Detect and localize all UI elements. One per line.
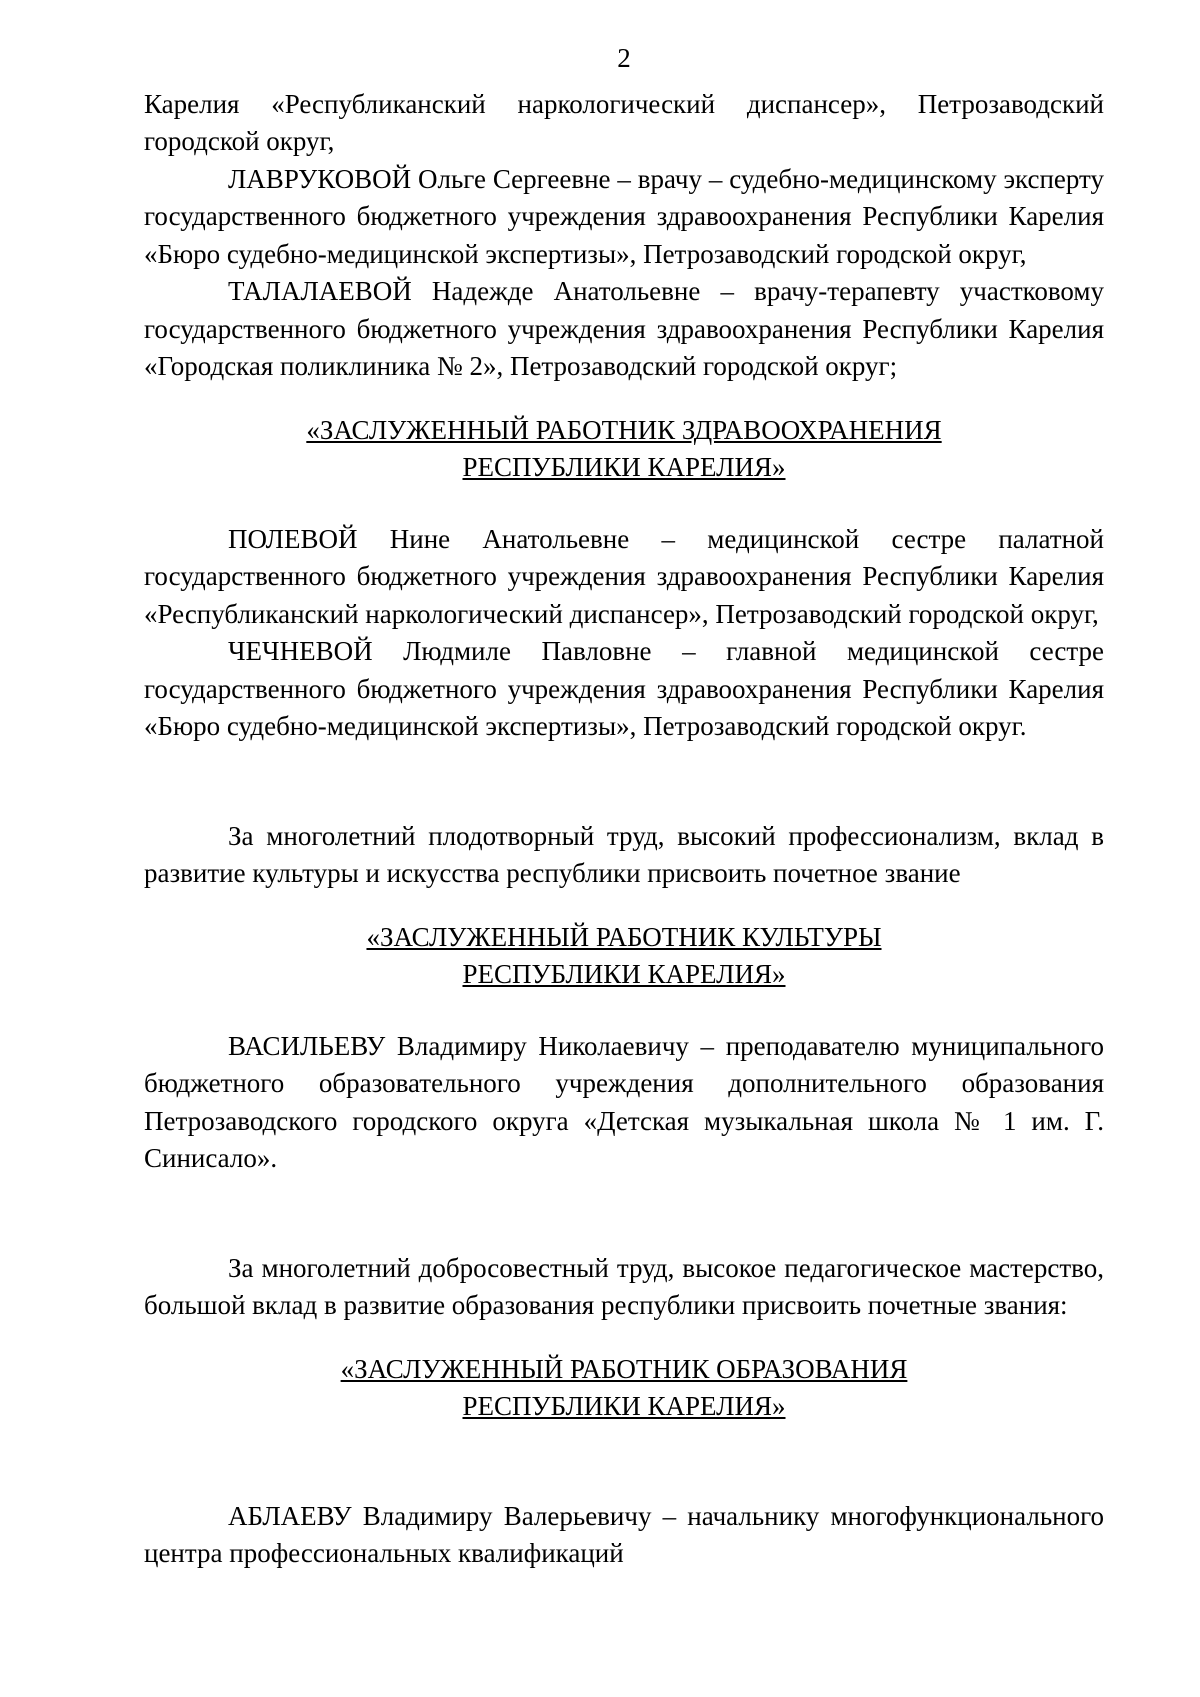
heading-culture-line1: «ЗАСЛУЖЕННЫЙ РАБОТНИК КУЛЬТУРЫ (366, 921, 882, 952)
heading-education-title (144, 1351, 1104, 1426)
heading-health-line1: «ЗАСЛУЖЕННЫЙ РАБОТНИК ЗДРАВООХРАНЕНИЯ (306, 414, 942, 445)
paragraph-vasiliev: ВАСИЛЬЕВУ Владимиру Николаевичу – преподавателю муниципального бюджетного образовательного учреждения дополнительного образования Петрозаводского городского округа «Детская музыкальная школа № 1 им. Г. Синисало». (144, 1030, 1104, 1173)
heading-education-line2: РЕСПУБЛИКИ КАРЕЛИЯ» (462, 1391, 786, 1421)
paragraph-ablaev: АБЛАЕВУ Владимиру Валерьевичу – начальнику многофункционального центра профессиональных квалификаций (144, 1500, 1104, 1568)
paragraph-talalaeva: ТАЛАЛАЕВОЙ Надежде Анатольевне – врачу-терапевту участковому государственного бюджетного учреждения здравоохранения Республики Карелия «Городская поликлиника № 2», Петрозаводский городской округ; (144, 276, 1104, 381)
paragraph-education-intro: За многолетний добросовестный труд, высокое педагогическое мастерство, большой вклад в развитие образования республики присвоить почетные звания: (144, 1252, 1104, 1320)
document-page (144, 40, 1104, 1573)
heading-health-title (144, 412, 1104, 487)
heading-culture-title (144, 919, 1104, 994)
paragraph-culture-intro: За многолетний плодотворный труд, высокий профессионализм, вклад в развитие культуры и искусства республики присвоить почетное звание (144, 820, 1104, 888)
heading-health-line2: РЕСПУБЛИКИ КАРЕЛИЯ» (462, 452, 786, 482)
heading-culture-line2: РЕСПУБЛИКИ КАРЕЛИЯ» (462, 959, 786, 989)
paragraph-continuation: Карелия «Республиканский наркологический диспансер», Петрозаводский городской округ, (144, 88, 1104, 156)
heading-education-line1: «ЗАСЛУЖЕННЫЙ РАБОТНИК ОБРАЗОВАНИЯ (340, 1353, 908, 1384)
paragraph-lavrukova: ЛАВРУКОВОЙ Ольге Сергеевне – врачу – судебно-медицинскому эксперту государственного бюджетного учреждения здравоохранения Республики Карелия «Бюро судебно-медицинской экспертизы», Петрозаводский городской округ, (144, 163, 1104, 269)
paragraph-chechneva: ЧЕЧНЕВОЙ Людмиле Павловне – главной медицинской сестре государственного бюджетного учреждения здравоохранения Республики Карелия «Бюро судебно-медицинской экспертизы», Петрозаводский городской округ. (144, 636, 1104, 741)
paragraph-poleva: ПОЛЕВОЙ Нине Анатольевне – медицинской сестре палатной государственного бюджетного учреждения здравоохранения Республики Карелия «Республиканский наркологический диспансер», Петрозаводский городской округ, (144, 523, 1104, 629)
page-number: 2 (617, 43, 631, 73)
